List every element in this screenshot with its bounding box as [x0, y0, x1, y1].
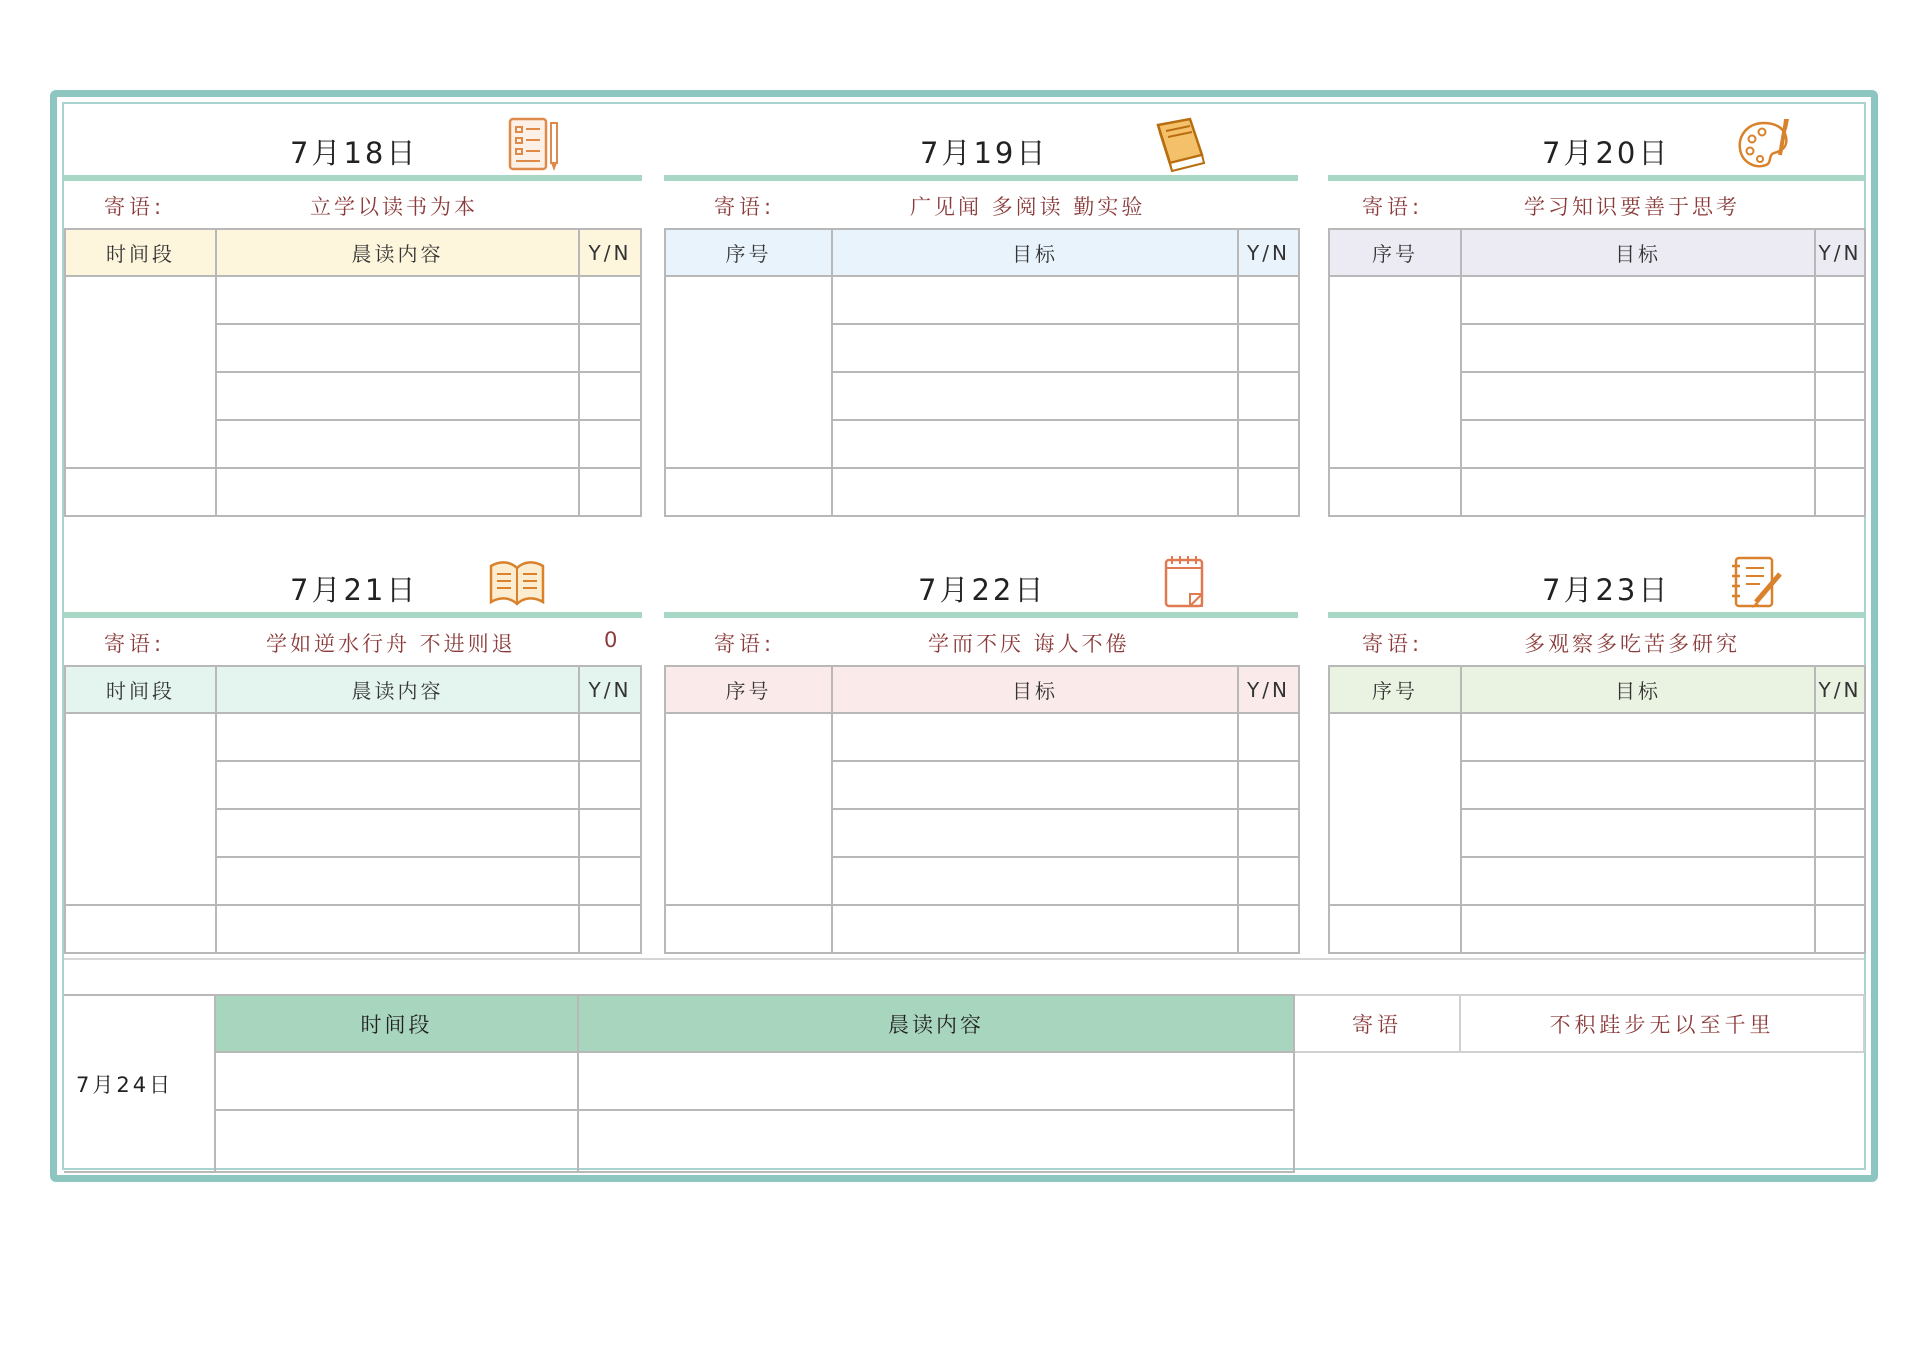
notes-area[interactable] [1294, 1052, 1864, 1172]
table-cell[interactable] [216, 276, 579, 324]
table-cell[interactable] [1238, 857, 1299, 905]
plan-table [64, 665, 642, 954]
table-cell[interactable] [579, 276, 641, 324]
table-row [665, 468, 1299, 516]
header-goal: 目标 [1461, 229, 1815, 276]
table-header-row [64, 995, 1864, 1052]
header-reading-content: 晨读内容 [216, 666, 579, 713]
day-panel-0719 [664, 105, 1298, 523]
header-index: 序号 [1329, 229, 1461, 276]
panel-title-row [1328, 542, 1864, 612]
table-header-row [1329, 666, 1865, 713]
table-cell[interactable] [832, 468, 1238, 516]
title-rule [64, 175, 642, 181]
table-row [1329, 713, 1865, 761]
table-header-row [1329, 229, 1865, 276]
table-cell[interactable] [65, 905, 216, 953]
panel-title-row [664, 105, 1298, 175]
table-cell[interactable] [832, 761, 1238, 809]
table-cell[interactable] [1461, 761, 1815, 809]
table-cell[interactable] [1238, 276, 1299, 324]
panel-title-row [1328, 105, 1864, 175]
table-cell[interactable] [578, 1052, 1294, 1110]
table-cell[interactable] [665, 713, 832, 905]
header-index: 序号 [665, 666, 832, 713]
table-cell[interactable] [216, 761, 579, 809]
header-index: 序号 [1329, 666, 1461, 713]
header-goal: 目标 [1461, 666, 1815, 713]
table-cell[interactable] [216, 420, 579, 468]
day-panel-0718 [64, 105, 642, 523]
palette-icon [1734, 115, 1794, 175]
bottom-plan-table [64, 994, 1865, 1173]
table-cell[interactable] [216, 324, 579, 372]
table-row [64, 1052, 1864, 1110]
table-cell[interactable] [1238, 468, 1299, 516]
motto-text: 立学以读书为本 [310, 195, 478, 219]
goal-table [664, 228, 1300, 517]
bottom-motto-text: 不积跬步无以至千里 [1460, 995, 1864, 1052]
header-reading-content: 晨读内容 [578, 995, 1294, 1052]
table-cell[interactable] [1461, 857, 1815, 905]
table-cell[interactable] [665, 905, 832, 953]
table-cell[interactable] [1815, 809, 1865, 857]
title-rule [1328, 612, 1864, 618]
table-cell[interactable] [1329, 713, 1461, 905]
table-cell[interactable] [578, 1110, 1294, 1172]
motto-text: 多观察多吃苦多研究 [1524, 632, 1740, 656]
table-cell[interactable] [216, 468, 579, 516]
motto-label: 寄语: [714, 632, 776, 656]
table-cell[interactable] [832, 324, 1238, 372]
table-cell[interactable] [65, 276, 216, 468]
motto-text: 广见闻 多阅读 勤实验 [910, 195, 1146, 219]
table-cell[interactable] [1238, 905, 1299, 953]
motto-extra-text: 0 [604, 628, 618, 652]
motto-text: 学而不厌 诲人不倦 [928, 632, 1130, 656]
table-cell[interactable] [1815, 468, 1865, 516]
table-cell[interactable] [579, 761, 641, 809]
table-cell[interactable] [1815, 276, 1865, 324]
table-cell[interactable] [1461, 372, 1815, 420]
motto-label: 寄语: [714, 195, 776, 219]
table-cell[interactable] [832, 372, 1238, 420]
checklist-pencil-icon [504, 115, 564, 175]
table-cell[interactable] [579, 324, 641, 372]
table-cell[interactable] [216, 713, 579, 761]
header-yn: Y/N [1238, 229, 1299, 276]
table-cell[interactable] [1238, 761, 1299, 809]
plan-table [64, 228, 642, 517]
notebook-pen-icon [1726, 552, 1786, 612]
day-panel-0720 [1328, 105, 1864, 523]
goal-table [664, 665, 1300, 954]
book-icon [1150, 115, 1210, 175]
header-time-slot: 时间段 [215, 995, 578, 1052]
table-cell[interactable] [1329, 276, 1461, 468]
header-yn: Y/N [1815, 229, 1865, 276]
motto-row [1328, 622, 1864, 660]
panel-date: 7月20日 [1542, 136, 1671, 170]
table-cell[interactable] [665, 468, 832, 516]
table-cell[interactable] [579, 905, 641, 953]
panel-date: 7月22日 [918, 573, 1047, 607]
table-cell[interactable] [579, 468, 641, 516]
goal-table [1328, 665, 1866, 954]
header-time-slot: 时间段 [65, 229, 216, 276]
motto-row [1328, 185, 1864, 223]
header-yn: Y/N [1238, 666, 1299, 713]
header-index: 序号 [665, 229, 832, 276]
panel-title-row [64, 542, 642, 612]
section-divider [64, 958, 1864, 960]
day-panel-0723 [1328, 542, 1864, 960]
table-cell[interactable] [65, 713, 216, 905]
table-row [665, 713, 1299, 761]
panel-title-row [64, 105, 642, 175]
table-cell[interactable] [216, 857, 579, 905]
table-cell[interactable] [1815, 857, 1865, 905]
table-cell[interactable] [216, 809, 579, 857]
table-cell[interactable] [579, 713, 641, 761]
table-cell[interactable] [1815, 713, 1865, 761]
table-cell[interactable] [1461, 324, 1815, 372]
table-row [1329, 276, 1865, 324]
motto-label: 寄语: [104, 632, 166, 656]
day-panel-0722 [664, 542, 1298, 960]
table-cell[interactable] [665, 276, 832, 468]
table-cell[interactable] [1238, 420, 1299, 468]
motto-label: 寄语: [104, 195, 166, 219]
table-cell[interactable] [579, 809, 641, 857]
table-cell[interactable] [579, 857, 641, 905]
header-yn: Y/N [1815, 666, 1865, 713]
table-cell[interactable] [832, 276, 1238, 324]
table-row [665, 905, 1299, 953]
header-goal: 目标 [832, 229, 1238, 276]
table-cell[interactable] [832, 905, 1238, 953]
table-cell[interactable] [832, 420, 1238, 468]
table-row [665, 276, 1299, 324]
bottom-date: 7月24日 [64, 995, 215, 1172]
header-yn: Y/N [579, 666, 641, 713]
table-cell[interactable] [579, 420, 641, 468]
header-goal: 目标 [832, 666, 1238, 713]
table-row [1329, 468, 1865, 516]
table-row [65, 468, 641, 516]
motto-row [64, 185, 642, 223]
table-cell[interactable] [1815, 420, 1865, 468]
table-cell[interactable] [1238, 324, 1299, 372]
table-cell[interactable] [1815, 905, 1865, 953]
title-rule [64, 612, 642, 618]
goal-table [1328, 228, 1866, 517]
notepad-icon [1154, 552, 1214, 612]
table-cell[interactable] [1329, 905, 1461, 953]
table-cell[interactable] [1461, 468, 1815, 516]
panel-date: 7月23日 [1542, 573, 1671, 607]
motto-text: 学习知识要善于思考 [1524, 195, 1740, 219]
motto-label: 寄语: [1362, 195, 1424, 219]
table-row [65, 276, 641, 324]
table-cell[interactable] [1238, 713, 1299, 761]
table-header-row [665, 229, 1299, 276]
table-header-row [65, 229, 641, 276]
table-cell[interactable] [1815, 372, 1865, 420]
table-cell[interactable] [215, 1052, 578, 1110]
header-reading-content: 晨读内容 [216, 229, 579, 276]
table-cell[interactable] [1238, 372, 1299, 420]
table-header-row [65, 666, 641, 713]
table-header-row [665, 666, 1299, 713]
table-cell[interactable] [1461, 809, 1815, 857]
motto-row [664, 622, 1298, 660]
table-cell[interactable] [1461, 420, 1815, 468]
header-yn: Y/N [579, 229, 641, 276]
table-row [65, 713, 641, 761]
table-cell[interactable] [1461, 713, 1815, 761]
panel-title-row [664, 542, 1298, 612]
table-cell[interactable] [832, 713, 1238, 761]
motto-row [664, 185, 1298, 223]
table-cell[interactable] [1461, 905, 1815, 953]
table-row [65, 905, 641, 953]
title-rule [664, 612, 1298, 618]
table-cell[interactable] [1461, 276, 1815, 324]
table-cell[interactable] [216, 372, 579, 420]
table-cell[interactable] [579, 372, 641, 420]
motto-row [64, 622, 642, 660]
motto-label: 寄语: [1362, 632, 1424, 656]
day-panel-0721 [64, 542, 642, 960]
table-cell[interactable] [1815, 324, 1865, 372]
bottom-motto-label: 寄语 [1294, 995, 1460, 1052]
table-cell[interactable] [1815, 761, 1865, 809]
motto-text: 学如逆水行舟 不进则退 [266, 632, 516, 656]
table-cell[interactable] [832, 857, 1238, 905]
panel-date: 7月18日 [290, 136, 419, 170]
title-rule [1328, 175, 1864, 181]
table-cell[interactable] [832, 809, 1238, 857]
header-time-slot: 时间段 [65, 666, 216, 713]
table-cell[interactable] [1329, 468, 1461, 516]
table-cell[interactable] [1238, 809, 1299, 857]
table-cell[interactable] [216, 905, 579, 953]
table-row [1329, 905, 1865, 953]
panel-date: 7月19日 [920, 136, 1049, 170]
open-book-icon [480, 552, 554, 612]
table-cell[interactable] [65, 468, 216, 516]
title-rule [664, 175, 1298, 181]
panel-date: 7月21日 [290, 573, 419, 607]
table-cell[interactable] [215, 1110, 578, 1172]
